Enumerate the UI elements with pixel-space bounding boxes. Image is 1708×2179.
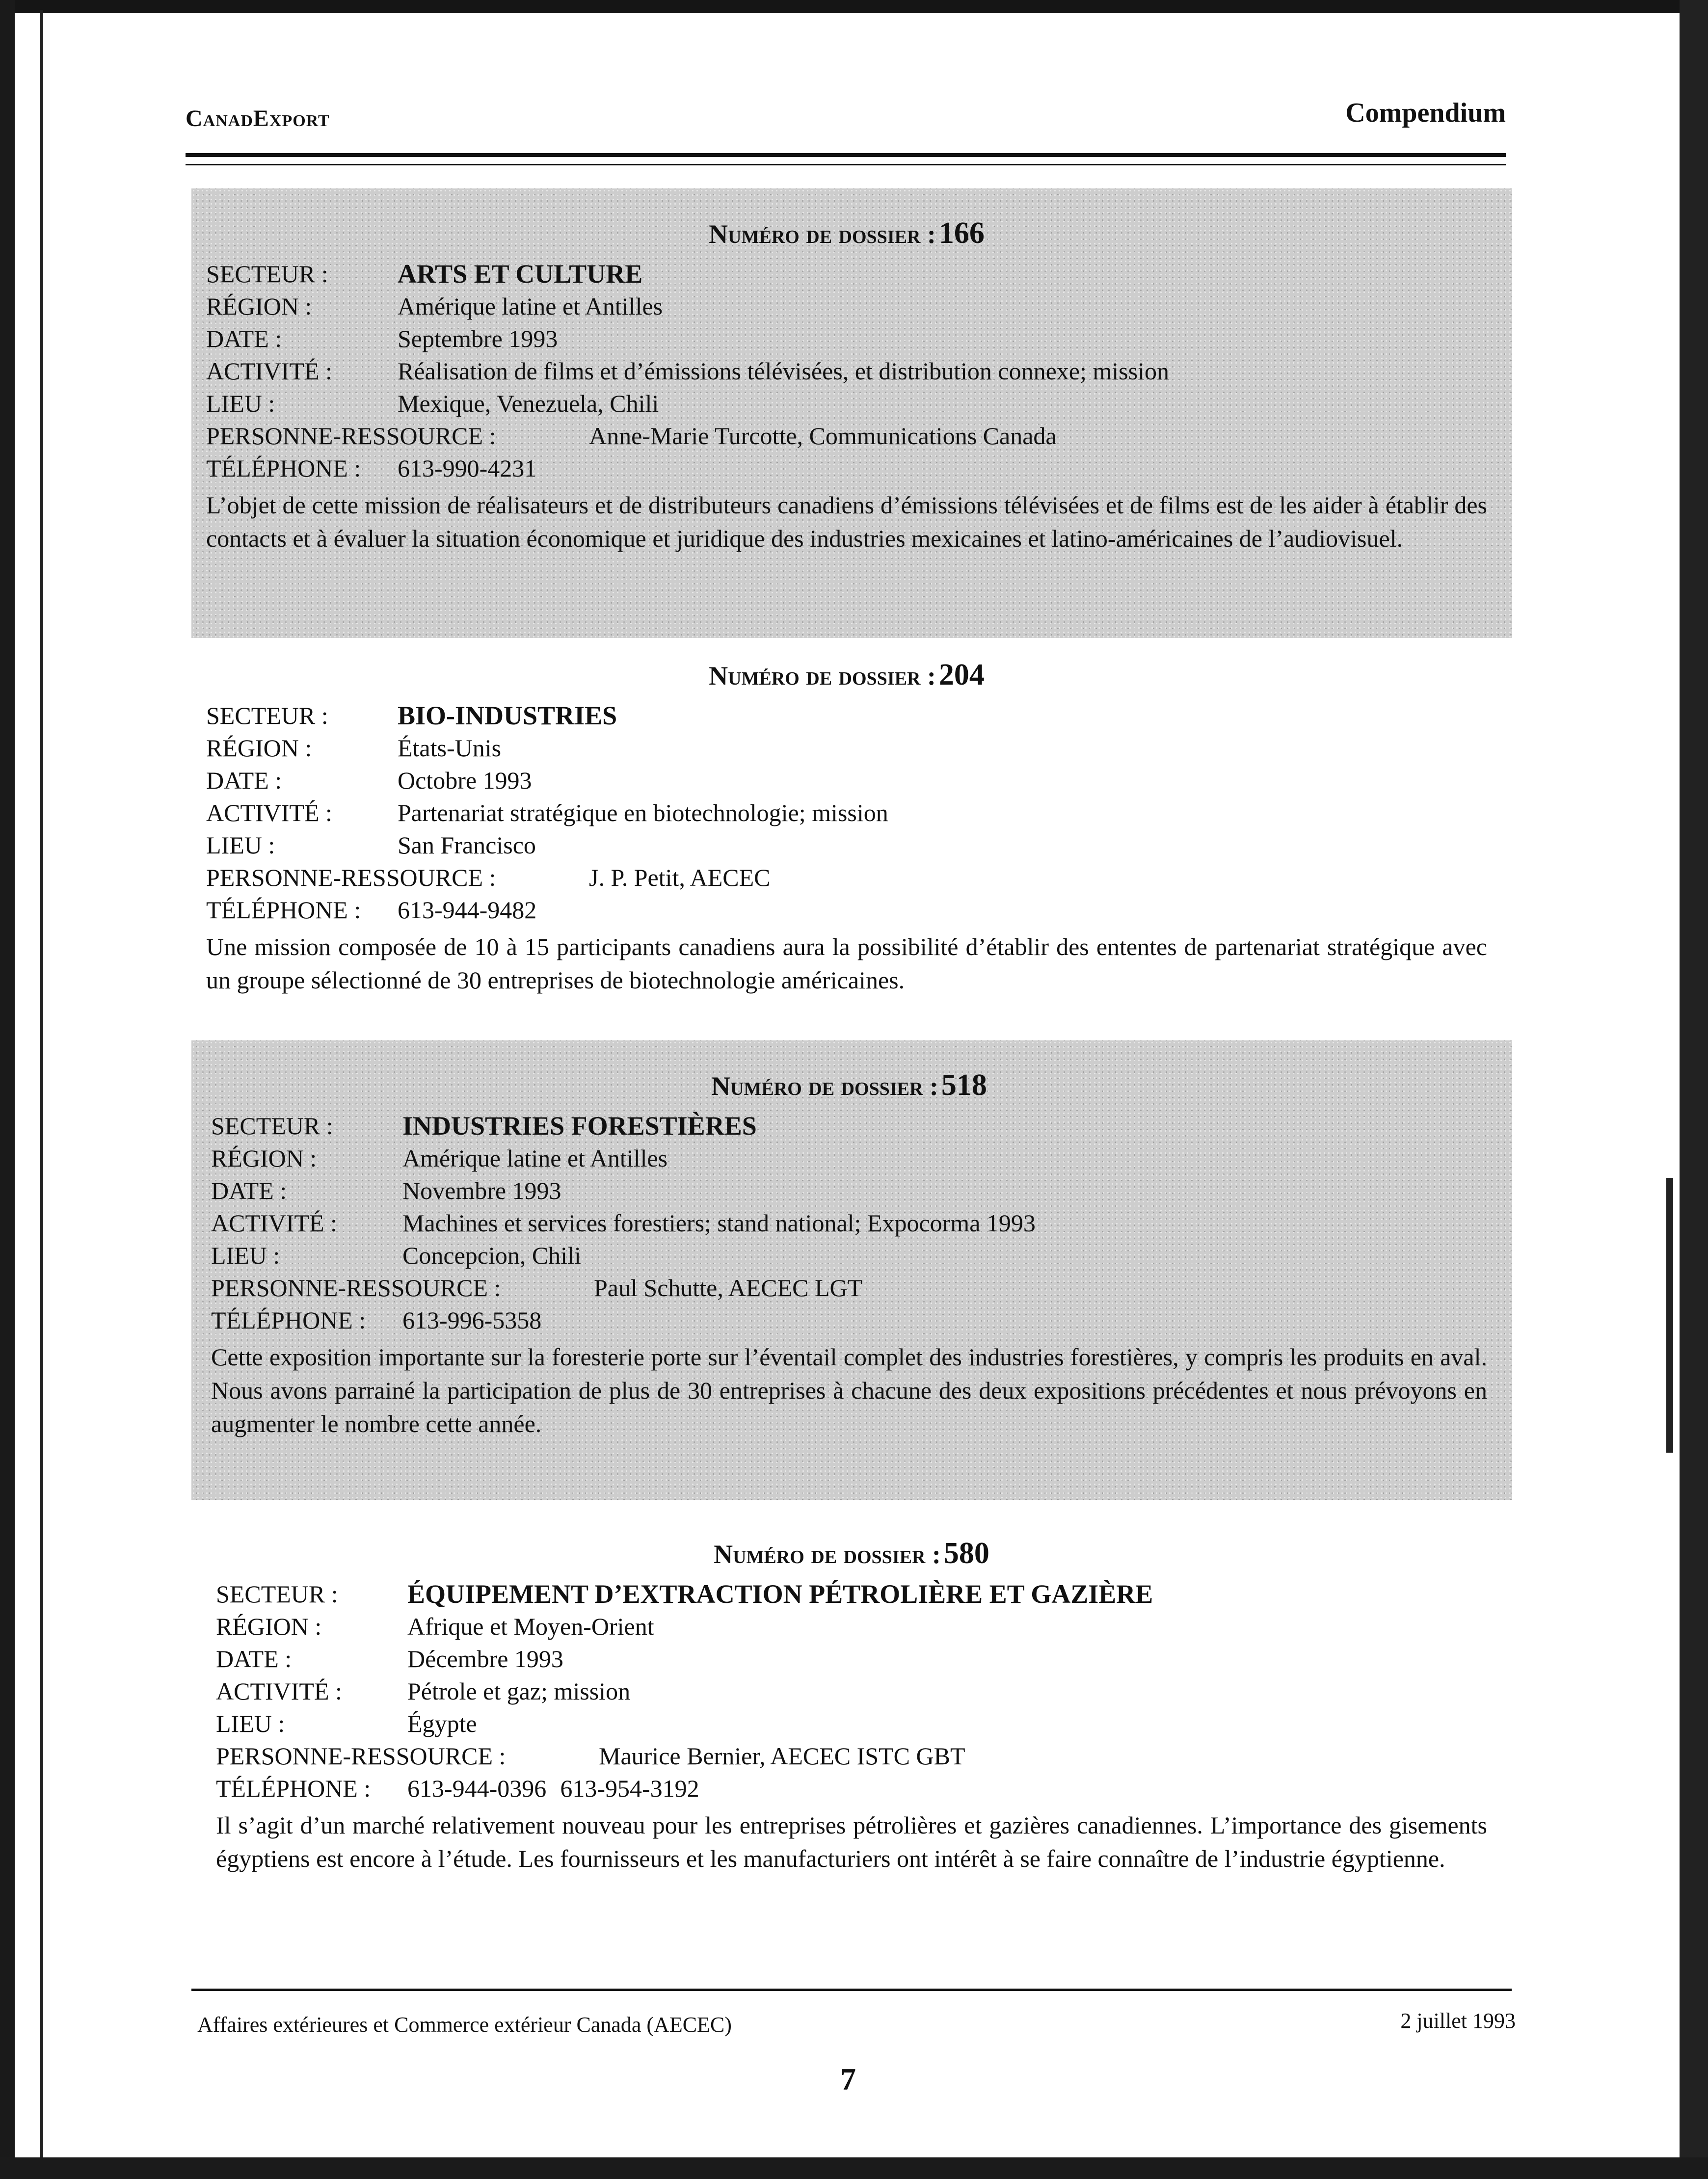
- footer-publisher: Affaires extérieures et Commerce extérieur Canada (AECEC): [197, 2013, 732, 2037]
- lieu-label: LIEU :: [206, 831, 275, 859]
- dossier-label: Numéro de dossier :: [709, 219, 936, 249]
- secteur-value: INDUSTRIES FORESTIÈRES: [402, 1111, 757, 1141]
- lieu-value: Égypte: [407, 1710, 477, 1737]
- phone-value: 613-944-0396: [407, 1775, 547, 1802]
- date-label: DATE :: [206, 325, 282, 352]
- date-label: DATE :: [211, 1177, 287, 1204]
- dossier-heading: [211, 1068, 1487, 1103]
- activite-value: Réalisation de films et d’émissions télévisées, et distribution connexe; mission: [398, 357, 1169, 385]
- secteur-label: SECTEUR :: [206, 702, 328, 729]
- dossier-number: 204: [938, 658, 985, 691]
- dossier-label: Numéro de dossier :: [709, 661, 936, 691]
- dossier-number: 580: [943, 1537, 989, 1570]
- date-value: Septembre 1993: [398, 325, 558, 352]
- publication-brand: CanadExport: [186, 106, 330, 132]
- activite-value: Pétrole et gaz; mission: [407, 1677, 631, 1705]
- dossier-fields: [211, 1110, 1487, 1336]
- dossier-fields: [206, 258, 1487, 484]
- scan-top-edge: [0, 0, 1708, 13]
- dossier-number: 166: [938, 216, 985, 250]
- date-value: Octobre 1993: [398, 767, 532, 794]
- contact-label: PERSONNE-RESSOURCE :: [206, 422, 496, 450]
- lieu-label: LIEU :: [216, 1710, 285, 1737]
- activite-label: ACTIVITÉ :: [206, 357, 332, 385]
- phone-value: 613-996-5358: [402, 1306, 542, 1334]
- contact-label: PERSONNE-RESSOURCE :: [206, 864, 496, 891]
- region-value: Afrique et Moyen-Orient: [407, 1613, 654, 1640]
- region-label: RÉGION :: [206, 734, 312, 762]
- phone-label: TÉLÉPHONE :: [206, 454, 361, 482]
- lieu-label: LIEU :: [211, 1242, 280, 1269]
- page-number: 7: [840, 2062, 856, 2097]
- date-label: DATE :: [216, 1645, 292, 1673]
- date-value: Novembre 1993: [402, 1177, 561, 1204]
- dossier-204: [191, 658, 1512, 997]
- date-value: Décembre 1993: [407, 1645, 563, 1673]
- lieu-label: LIEU :: [206, 390, 275, 417]
- footer-rule: [191, 1989, 1512, 1991]
- region-value: Amérique latine et Antilles: [398, 292, 663, 320]
- secteur-label: SECTEUR :: [206, 260, 328, 288]
- dossier-label: Numéro de dossier :: [714, 1540, 941, 1569]
- dossier-label: Numéro de dossier :: [711, 1071, 938, 1101]
- lieu-value: San Francisco: [398, 831, 536, 859]
- contact-value: Paul Schutte, AECEC LGT: [594, 1274, 863, 1302]
- phone-value: 613-990-4231: [398, 454, 537, 482]
- dossier-580: [191, 1536, 1512, 1875]
- dossier-description: Une mission composée de 10 à 15 participants canadiens aura la possibilité d’établir des ententes de partenariat stratégique avec un groupe sélectionné de 30 entreprises de biotechnologie américaines.: [206, 933, 1487, 994]
- contact-value: Anne-Marie Turcotte, Communications Canada: [589, 422, 1057, 450]
- secteur-value: ARTS ET CULTURE: [398, 259, 643, 289]
- dossier-description: Cette exposition importante sur la foresterie porte sur l’éventail complet des industries forestières, y compris les produits en aval. Nous avons parrainé la participation de plus de 30 entreprises à chacune des deux expositions précédentes et nous prévoyons en augmenter le nombre cette année.: [211, 1343, 1487, 1437]
- header-rule-thick: [186, 153, 1506, 157]
- dossier-number: 518: [941, 1068, 987, 1102]
- region-value: Amérique latine et Antilles: [402, 1144, 668, 1172]
- phone-label: TÉLÉPHONE :: [216, 1775, 371, 1802]
- dossier-518: [191, 1040, 1512, 1500]
- dossier-fields: [206, 699, 1487, 926]
- dossier-description: L’objet de cette mission de réalisateurs et de distributeurs canadiens d’émissions télévisées et de films est de les aider à établir des contacts et à évaluer la situation économique et juridique des industries mexicaines et latino-américaines de l’audiovisuel.: [206, 491, 1487, 552]
- dossier-fields: [216, 1578, 1487, 1805]
- phone-label: TÉLÉPHONE :: [206, 896, 361, 924]
- section-title: Compendium: [1345, 98, 1506, 128]
- scan-left-line: [40, 10, 43, 2169]
- secteur-label: SECTEUR :: [211, 1112, 333, 1140]
- secteur-label: SECTEUR :: [216, 1580, 338, 1608]
- activite-value: Machines et services forestiers; stand national; Expocorma 1993: [402, 1209, 1036, 1237]
- activite-value: Partenariat stratégique en biotechnologie; mission: [398, 799, 888, 826]
- dossier-description: Il s’agit d’un marché relativement nouveau pour les entreprises pétrolières et gazières canadiennes. L’importance des gisements égyptiens est encore à l’étude. Les fournisseurs et les manufacturiers ont intérêt à se faire connaître de l’industrie égyptienne.: [216, 1811, 1487, 1872]
- lieu-value: Mexique, Venezuela, Chili: [398, 390, 659, 417]
- dossier-166: [191, 188, 1512, 638]
- contact-value: J. P. Petit, AECEC: [589, 864, 771, 891]
- phone-value: 613-944-9482: [398, 896, 537, 924]
- footer-date: 2 juillet 1993: [1400, 2009, 1516, 2033]
- region-value: États-Unis: [398, 734, 502, 762]
- secteur-value: ÉQUIPEMENT D’EXTRACTION PÉTROLIÈRE ET GAZIÈRE: [407, 1579, 1153, 1609]
- region-label: RÉGION :: [206, 292, 312, 320]
- contact-label: PERSONNE-RESSOURCE :: [211, 1274, 501, 1302]
- phone-label: TÉLÉPHONE :: [211, 1306, 366, 1334]
- scan-bottom-edge: [0, 2157, 1708, 2179]
- contact-label: PERSONNE-RESSOURCE :: [216, 1742, 506, 1770]
- dossier-heading: [206, 658, 1487, 692]
- scan-left-edge: [0, 0, 15, 2179]
- lieu-value: Concepcion, Chili: [402, 1242, 581, 1269]
- contact-value: Maurice Bernier, AECEC ISTC GBT: [599, 1742, 965, 1770]
- secteur-value: BIO-INDUSTRIES: [398, 701, 617, 730]
- dossier-heading: [206, 216, 1487, 251]
- region-label: RÉGION :: [216, 1613, 322, 1640]
- dossier-heading: [216, 1536, 1487, 1571]
- activite-label: ACTIVITÉ :: [206, 799, 332, 826]
- scan-right-edge: [1680, 0, 1708, 2179]
- activite-label: ACTIVITÉ :: [216, 1677, 342, 1705]
- date-label: DATE :: [206, 767, 282, 794]
- activite-label: ACTIVITÉ :: [211, 1209, 337, 1237]
- phone-value-secondary: 613-954-3192: [560, 1775, 699, 1802]
- header-rule-thin: [186, 164, 1506, 165]
- region-label: RÉGION :: [211, 1144, 317, 1172]
- scan-right-mark: [1666, 1178, 1673, 1453]
